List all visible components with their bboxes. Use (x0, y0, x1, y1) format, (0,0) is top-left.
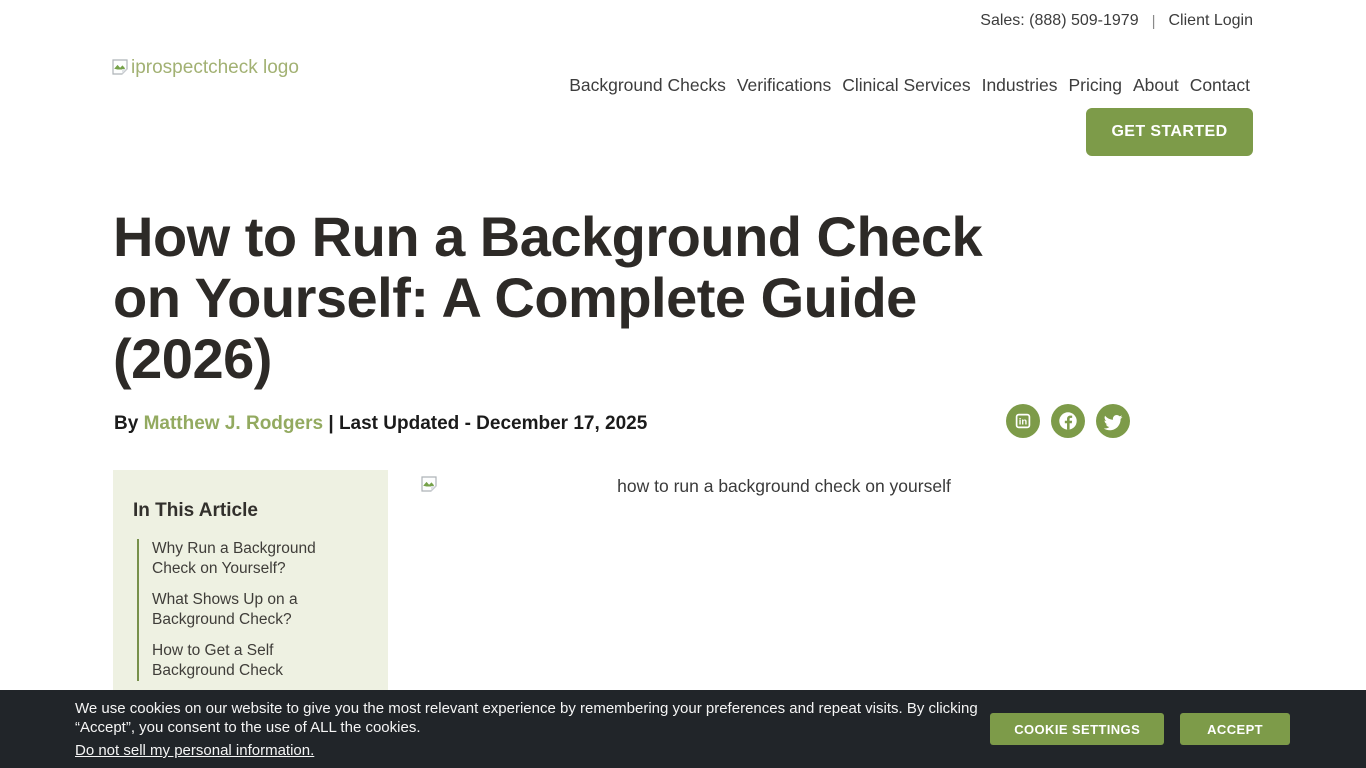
topbar-separator: | (1151, 12, 1156, 30)
cookie-message-line-2: “Accept”, you consent to the use of ALL the cookies. (75, 718, 421, 736)
nav-contact[interactable]: Contact (1189, 75, 1250, 95)
byline-prefix: By (114, 413, 139, 434)
nav-pricing[interactable]: Pricing (1068, 75, 1122, 95)
nav-about[interactable]: About (1132, 75, 1179, 95)
hero-image-broken (420, 470, 1148, 700)
linkedin-share-button[interactable] (1006, 404, 1040, 438)
toc-list (137, 539, 343, 681)
cookie-message-line-1: We use cookies on our website to give you the most relevant experience by remembering your preferences and repeat visits. By clicking (75, 700, 978, 717)
top-utility-bar (980, 12, 1253, 30)
title-line-2: on Yourself: A Complete Guide (113, 266, 917, 329)
cookie-consent-bar (0, 690, 1366, 768)
cookie-accept-button[interactable]: ACCEPT (1180, 713, 1290, 745)
byline-updated: | Last Updated - December 17, 2025 (328, 413, 648, 434)
toc-heading: In This Article (133, 500, 258, 521)
twitter-share-button[interactable] (1096, 404, 1130, 438)
cookie-message (75, 700, 1040, 761)
main-nav (569, 75, 1250, 96)
facebook-icon (1051, 425, 1085, 442)
toc-item-how-to-get[interactable]: How to Get a Self Background Check (152, 642, 283, 679)
title-line-1: How to Run a Background Check (113, 205, 983, 268)
client-login-link[interactable]: Client Login (1168, 12, 1253, 29)
author-link[interactable]: Matthew J. Rodgers (143, 413, 324, 434)
linkedin-icon (1006, 416, 1040, 442)
get-started-button[interactable]: GET STARTED (1086, 108, 1253, 156)
nav-background-checks[interactable]: Background Checks (569, 75, 726, 95)
nav-industries[interactable]: Industries (981, 75, 1058, 95)
cookie-buttons (990, 713, 1290, 745)
site-logo[interactable] (111, 57, 299, 81)
toc-item-what-shows-up[interactable]: What Shows Up on a Background Check? (152, 591, 298, 628)
nav-clinical-services[interactable]: Clinical Services (842, 75, 971, 95)
svg-text:in: in (1018, 416, 1028, 428)
toc-item-why-run[interactable]: Why Run a Background Check on Yourself? (152, 540, 316, 577)
hero-image-alt-text: how to run a background check on yourself (617, 476, 951, 496)
cookie-settings-button[interactable]: COOKIE SETTINGS (990, 713, 1164, 745)
logo-alt-text: iprospectcheck logo (131, 57, 299, 78)
page-title (113, 206, 1133, 389)
nav-verifications[interactable]: Verifications (736, 75, 832, 95)
facebook-share-button[interactable] (1051, 404, 1085, 438)
sales-phone-label: Sales: (888) 509-1979 (980, 12, 1139, 29)
title-line-3: (2026) (113, 327, 272, 390)
byline (114, 413, 647, 435)
broken-image-icon (111, 57, 129, 81)
social-share-buttons (1006, 404, 1130, 438)
do-not-sell-link[interactable]: Do not sell my personal information. (75, 742, 315, 759)
twitter-icon (1096, 425, 1130, 442)
